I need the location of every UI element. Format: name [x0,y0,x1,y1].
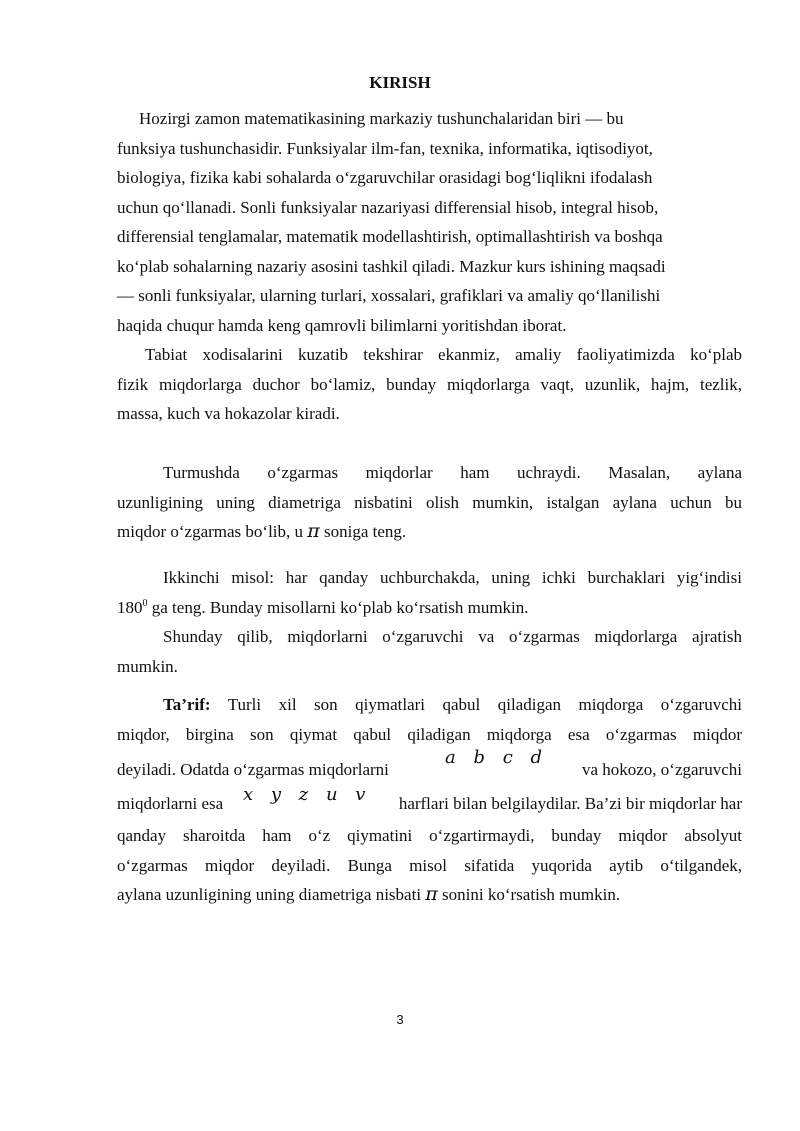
text-fragment: miqdor o‘zgarmas bo‘lib, u [117,522,304,541]
text-line: biologiya, fizika kabi sohalarda o‘zgaruvchilar orasidagi bog‘liqlikni ifodalash [117,168,653,187]
text-line: Turmushda o‘zgarmas miqdorlar ham uchraydi. Masalan, aylana [163,463,742,482]
text-line: Tabiat xodisalarini kuzatib tekshirar ekanmiz, amaliy faoliyatimizda ko‘plab [145,345,742,364]
paragraph-definition [117,690,742,910]
definition-term: Ta’rif: [163,695,211,714]
text-line [117,690,742,720]
text-line: Shunday qilib, miqdorlarni o‘zgaruvchi va o‘zgarmas miqdorlarga ajratish [163,627,742,646]
text-fragment: deyiladi. Odatda o‘zgarmas miqdorlarni [117,760,389,779]
text-fragment: miqdorlarni esa [117,794,224,813]
text-line: massa, kuch va hokazolar kiradi. [117,404,340,423]
constant-variables: a b c d [445,747,549,768]
text-fragment: aylana uzunligining uning diametriga nisbati [117,885,422,904]
text-fragment: soniga teng. [324,522,407,541]
text-line: differensial tenglamalar, matematik modellashtirish, optimallashtirish va boshqa [117,227,663,246]
text-fragment: va hokozo, o‘zgaruvchi [581,760,742,779]
text-line: fizik miqdorlarga duchor bo‘lamiz, bunday miqdorlarga vaqt, uzunlik, hajm, tezlik, [117,374,742,394]
text-line: haqida chuqur hamda keng qamrovli bilimlarni yoritishdan iborat. [117,315,567,335]
text-fragment: Turli xil son qiymatlari qabul qiladigan miqdorga o‘zgaruvchi [227,695,742,714]
text-line: — sonli funksiyalar, ularning turlari, xossalari, grafiklari va amaliy qo‘llanilishi [117,286,661,305]
text-line: Hozirgi zamon matematikasining markaziy tushunchalaridan biri — bu [139,109,624,128]
page-number: 3 [396,1012,404,1027]
text-line [117,880,742,910]
paragraph-summary [117,622,742,681]
text-line [117,517,742,547]
text-line: funksiya tushunchasidir. Funksiyalar ilm-fan, texnika, informatika, iqtisodiyot, [117,138,653,158]
paragraph-intro [117,104,742,340]
text-line: mumkin. [117,656,178,676]
section-title: KIRISH [369,73,431,92]
text-line: ko‘plab sohalarning nazariy asosini tashkil qiladi. Mazkur kurs ishining maqsadi [117,256,666,276]
text-line [117,785,742,821]
paragraph-nature [117,340,742,429]
paragraph-triangle [117,563,742,622]
text-line [117,749,742,785]
pi-symbol: π [307,520,320,542]
text-line: miqdor, birgina son qiymat qabul qiladigan miqdorga esa o‘zgarmas miqdor [117,724,742,744]
text-fragment: ga teng. Bunday misollarni ko‘plab ko‘rsatish mumkin. [151,597,529,617]
changing-variables: x y z u v [243,784,372,805]
text-line [117,593,742,623]
degree-superscript: 0 [142,597,148,609]
text-line: qanday sharoitda ham o‘z qiymatini o‘zgartirmaydi, bunday miqdor absolyut [117,826,742,845]
text-line: o‘zgarmas miqdor deyiladi. Bunga misol sifatida yuqorida aytib o‘tilgandek, [117,855,742,875]
text-fragment: harflari bilan belgilaydilar. Ba’zi bir miqdorlar har [398,794,742,813]
degree-number: 180 [117,597,143,617]
text-line: uzunligining uning diametriga nisbatini olish mumkin, istalgan aylana uchun bu [117,492,742,512]
paragraph-constants [117,458,742,547]
text-line: Ikkinchi misol: har qanday uchburchakda, uning ichki burchaklari yig‘indisi [163,568,742,587]
text-fragment: sonini ko‘rsatish mumkin. [442,885,621,904]
text-line: uchun qo‘llanadi. Sonli funksiyalar nazariyasi differensial hisob, integral hisob, [117,197,659,217]
pi-symbol: π [425,883,438,905]
